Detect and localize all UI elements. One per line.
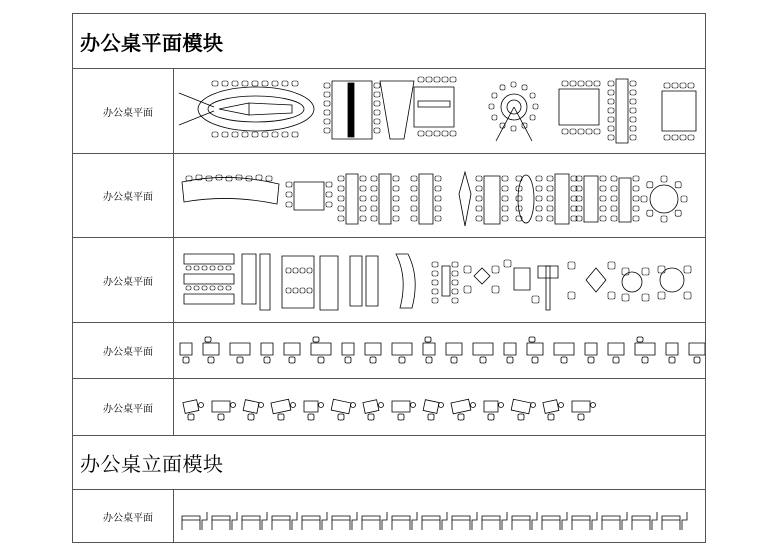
row-label: 办公桌平面 (73, 379, 174, 435)
plan-row-4-drawings (174, 323, 705, 378)
curved-desk-icon (182, 177, 279, 204)
oval-table-icon (208, 96, 304, 122)
plan-row-4 (73, 323, 705, 379)
elevation-section-title: 办公桌立面模块 (80, 452, 224, 476)
office-layouts-drawing (174, 238, 705, 322)
elevation-row-1 (73, 490, 705, 542)
plan-row-1-drawings (174, 69, 705, 153)
desk-elevations-drawing (174, 490, 705, 541)
row-label: 办公桌平面 (73, 323, 174, 378)
individual-desks-drawing (174, 323, 705, 378)
row-label: 办公桌平面 (73, 238, 174, 322)
elevation-row-1-drawings (174, 490, 705, 542)
plan-row-3-drawings (174, 238, 705, 322)
plan-section-title: 办公桌平面模块 (80, 30, 224, 55)
plan-row-2-drawings (174, 154, 705, 237)
workstation-clusters-drawing (174, 154, 705, 237)
trapezoid-table-icon (380, 81, 414, 139)
desk-chair-sets-drawing (174, 379, 705, 434)
conference-tables-drawing (174, 69, 705, 153)
plan-section-header (73, 14, 705, 69)
plan-row-1 (73, 69, 705, 154)
plan-row-5 (73, 379, 705, 435)
row-label: 办公桌平面 (73, 154, 174, 237)
plan-row-2 (73, 154, 705, 238)
drawing-sheet (72, 13, 706, 543)
plan-row-5-drawings (174, 379, 705, 435)
plan-row-3 (73, 238, 705, 323)
row-label: 办公桌平面 (73, 69, 174, 153)
elevation-section-header (73, 435, 705, 490)
row-label: 办公桌平面 (73, 490, 174, 542)
